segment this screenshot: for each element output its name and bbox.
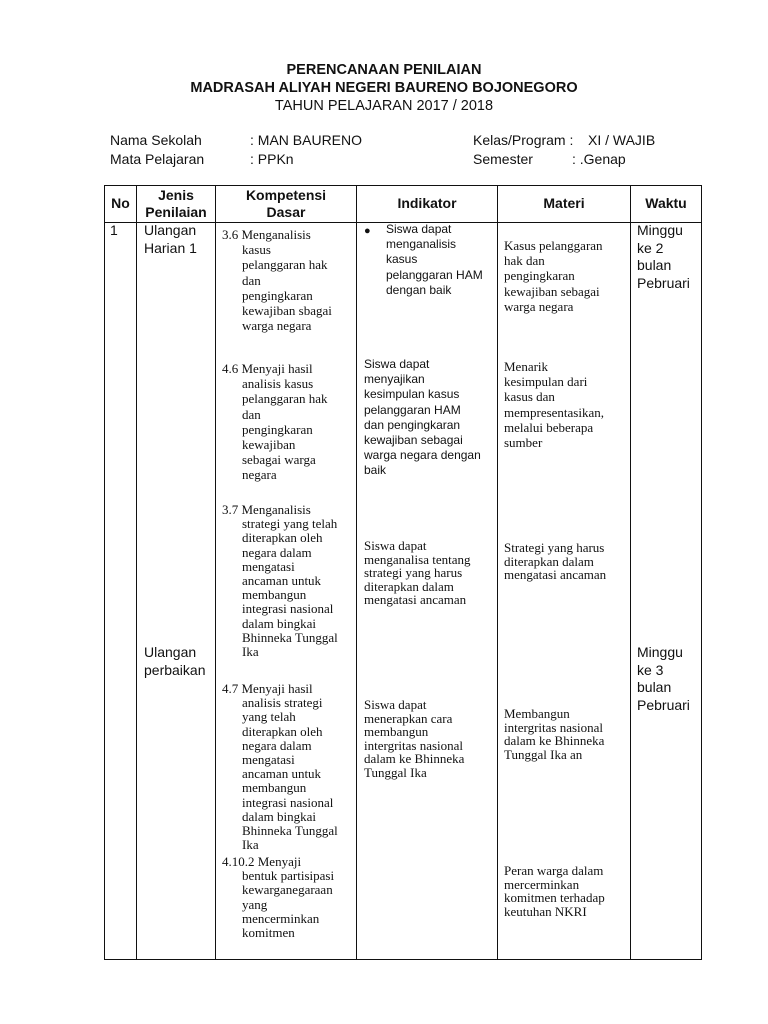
indikator-line: kasus — [386, 252, 418, 267]
indikator-line: pelanggaran HAM — [364, 402, 461, 417]
kd-line: kewajiban — [242, 437, 296, 453]
kd-line: negara — [242, 467, 277, 483]
kd-line: pelanggaran hak — [242, 257, 328, 273]
kd-line: 3.6 Menganalisis — [222, 227, 311, 242]
materi-line: Kasus pelanggaran — [504, 238, 603, 253]
school-name: MADRASAH ALIYAH NEGERI BAURENO BOJONEGORO — [190, 80, 578, 96]
indikator-line: baik — [364, 463, 387, 478]
kd-4-7 — [222, 682, 338, 852]
kd-line: dan — [242, 272, 261, 288]
indikator-line: membangun — [364, 724, 429, 740]
kd-line: Bhinneka Tunggal — [242, 629, 338, 645]
kd-line: yang telah — [242, 709, 296, 725]
materi-line: warga negara — [504, 298, 574, 314]
indikator-line: dan pengingkaran — [364, 417, 461, 432]
kd-line: dalam bingkai — [242, 615, 317, 631]
indikator-line: Siswa dapat — [364, 538, 427, 553]
kd-line: dan — [242, 406, 261, 422]
waktu-line: Minggu — [637, 222, 683, 238]
materi-line: mengatasi ancaman — [504, 567, 607, 583]
kd-line: 4.6 Menyaji hasil — [222, 361, 313, 376]
materi-line: mercerminkan — [504, 876, 580, 892]
kd-line: ancaman untuk — [242, 766, 322, 782]
nama-sekolah-label: Nama Sekolah — [110, 132, 202, 148]
materi-4 — [504, 707, 604, 761]
kd-line: negara dalam — [242, 737, 312, 753]
materi-line: komitmen terhadap — [504, 890, 605, 906]
materi-line: Menarik — [504, 359, 549, 374]
indikator-3 — [364, 539, 471, 607]
kd-line: dalam bingkai — [242, 808, 317, 824]
waktu-line: ke 3 — [637, 661, 664, 678]
kd-line: membangun — [242, 587, 307, 603]
indikator-line: warga negara dengan — [364, 448, 481, 463]
materi-line: Tunggal Ika an — [504, 746, 583, 762]
kd-line: diterapkan oleh — [242, 723, 323, 739]
header-waktu: Waktu — [645, 195, 687, 211]
kd-line: strategi yang telah — [242, 516, 338, 532]
col-line-4 — [497, 185, 498, 960]
indikator-4 — [364, 698, 464, 780]
materi-line: Peran warga dalam — [504, 863, 604, 878]
kd-line: pengingkaran — [242, 421, 313, 437]
header-kd-line: Kompetensi — [245, 187, 327, 203]
header-no: No — [111, 195, 130, 211]
waktu-line: bulan — [637, 679, 672, 695]
materi-line: intergritas nasional — [504, 719, 604, 735]
indikator-line: mengatasi ancaman — [364, 592, 467, 608]
materi-line: hak dan — [504, 253, 545, 269]
indikator-line: Siswa dapat — [364, 697, 427, 712]
bullet-icon: ● — [364, 225, 371, 237]
semester-value: : .Genap — [572, 151, 626, 167]
materi-line: kasus dan — [504, 389, 555, 405]
indikator-line: dalam ke Bhinneka — [364, 751, 465, 767]
waktu-line: Minggu — [637, 644, 683, 660]
kd-4-6 — [222, 361, 328, 483]
kd-line: negara dalam — [242, 544, 312, 560]
header-jenis-line: Jenis — [158, 187, 194, 203]
materi-line: dalam ke Bhinneka — [504, 733, 605, 749]
materi-1 — [504, 238, 603, 314]
academic-year: TAHUN PELAJARAN 2017 / 2018 — [274, 98, 494, 114]
indikator-line: kewajiban sebagai — [364, 433, 463, 448]
jenis-line: Harian 1 — [144, 239, 197, 256]
col-line-6 — [701, 185, 702, 960]
kd-line: bentuk partisipasi — [242, 868, 335, 884]
waktu-line: Pebruari — [637, 274, 690, 291]
materi-line: Membangun — [504, 706, 570, 721]
table-border-bottom — [104, 959, 702, 960]
page-title: PERENCANAAN PENILAIAN — [286, 62, 482, 78]
jenis-ulangan-perbaikan — [144, 644, 206, 679]
kd-line: 4.10.2 Menyaji — [222, 854, 302, 869]
col-line-2 — [215, 185, 216, 960]
kelas-value: XI / WAJIB — [588, 132, 656, 148]
indikator-line: menyajikan — [364, 372, 425, 387]
kd-3-7 — [222, 503, 338, 659]
materi-line: sumber — [504, 435, 543, 451]
jenis-line: Ulangan — [144, 222, 197, 238]
waktu-line: Pebruari — [637, 696, 690, 713]
col-line-1 — [136, 185, 137, 960]
mata-pelajaran-value: : PPKn — [250, 151, 294, 167]
kd-line: kasus — [242, 242, 271, 258]
col-line-3 — [356, 185, 357, 960]
materi-3 — [504, 541, 606, 582]
indikator-line: pelanggaran HAM — [386, 267, 483, 282]
kd-line: mencerminkan — [242, 910, 320, 926]
kd-line: warga negara — [242, 318, 312, 334]
kd-line: mengatasi — [242, 752, 295, 768]
kd-line: Ika — [242, 644, 259, 660]
indikator-line: menerapkan cara — [364, 710, 453, 726]
nama-sekolah-value: : MAN BAURENO — [250, 132, 363, 148]
kd-line: diterapkan oleh — [242, 530, 323, 546]
header-indikator: Indikator — [397, 195, 457, 211]
waktu-line: ke 2 — [637, 239, 664, 256]
table-border-top — [104, 185, 702, 186]
jenis-line: Ulangan — [144, 644, 197, 660]
kd-line: mengatasi — [242, 558, 295, 574]
header-jenis — [137, 187, 215, 221]
kd-line: sebagai warga — [242, 452, 316, 468]
indikator-line: dengan baik — [386, 282, 452, 297]
materi-line: kesimpulan dari — [504, 374, 588, 390]
indikator-line: menganalisis — [386, 237, 457, 252]
col-line-0 — [104, 185, 105, 960]
kd-line: integrasi nasional — [242, 794, 334, 810]
header-materi: Materi — [543, 195, 585, 211]
kd-line: analisis strategi — [242, 695, 323, 711]
mata-pelajaran-label: Mata Pelajaran — [110, 151, 205, 167]
jenis-line: perbaikan — [144, 661, 206, 678]
kd-line: Bhinneka Tunggal — [242, 823, 338, 839]
kd-line: integrasi nasional — [242, 601, 334, 617]
kd-line: membangun — [242, 780, 307, 796]
materi-line: mempresentasikan, — [504, 404, 604, 420]
kelas-label: Kelas/Program : — [473, 132, 574, 148]
kd-line: Ika — [242, 837, 259, 853]
kd-line: kewajiban sbagai — [242, 303, 332, 319]
kd-line: kewarganegaraan — [242, 882, 333, 898]
kd-line: analisis kasus — [242, 376, 314, 392]
indikator-line: Siswa dapat — [364, 357, 430, 371]
semester-label: Semester — [473, 151, 533, 167]
waktu-block-1 — [637, 222, 690, 292]
indikator-line: kesimpulan kasus — [364, 387, 460, 402]
materi-5 — [504, 864, 605, 918]
materi-2 — [504, 359, 604, 450]
col-line-5 — [630, 185, 631, 960]
materi-line: melalui beberapa — [504, 419, 594, 435]
materi-line: kewajiban sebagai — [504, 283, 600, 299]
kd-line: komitmen — [242, 925, 295, 941]
indikator-line: Tunggal Ika — [364, 764, 427, 780]
kd-line: pelanggaran hak — [242, 391, 328, 407]
kd-line: 4.7 Menyaji hasil — [222, 681, 313, 696]
kd-4-10-2 — [222, 855, 334, 940]
header-jenis-line: Penilaian — [145, 204, 207, 220]
header-kompetensi — [216, 187, 356, 221]
jenis-ulangan-harian — [144, 222, 197, 257]
kd-line: yang — [242, 896, 268, 912]
waktu-block-2 — [637, 644, 690, 714]
indikator-line: intergritas nasional — [364, 737, 464, 753]
row-number: 1 — [110, 222, 118, 238]
indikator-line: diterapkan dalam — [364, 578, 454, 594]
kd-line: ancaman untuk — [242, 573, 322, 589]
kd-line: pengingkaran — [242, 287, 313, 303]
indikator-line: strategi yang harus — [364, 565, 463, 581]
materi-line: pengingkaran — [504, 268, 575, 284]
indikator-2 — [364, 357, 481, 479]
materi-line: diterapkan dalam — [504, 553, 594, 569]
indikator-line: Siswa dapat — [386, 222, 452, 236]
materi-line: keutuhan NKRI — [504, 903, 587, 919]
indikator-1 — [386, 222, 483, 298]
materi-line: Strategi yang harus — [504, 540, 605, 555]
kd-3-6 — [222, 227, 332, 333]
kd-line: 3.7 Menganalisis — [222, 502, 311, 517]
indikator-line: menganalisa tentang — [364, 551, 471, 567]
header-kd-line: Dasar — [266, 204, 306, 220]
waktu-line: bulan — [637, 257, 672, 273]
